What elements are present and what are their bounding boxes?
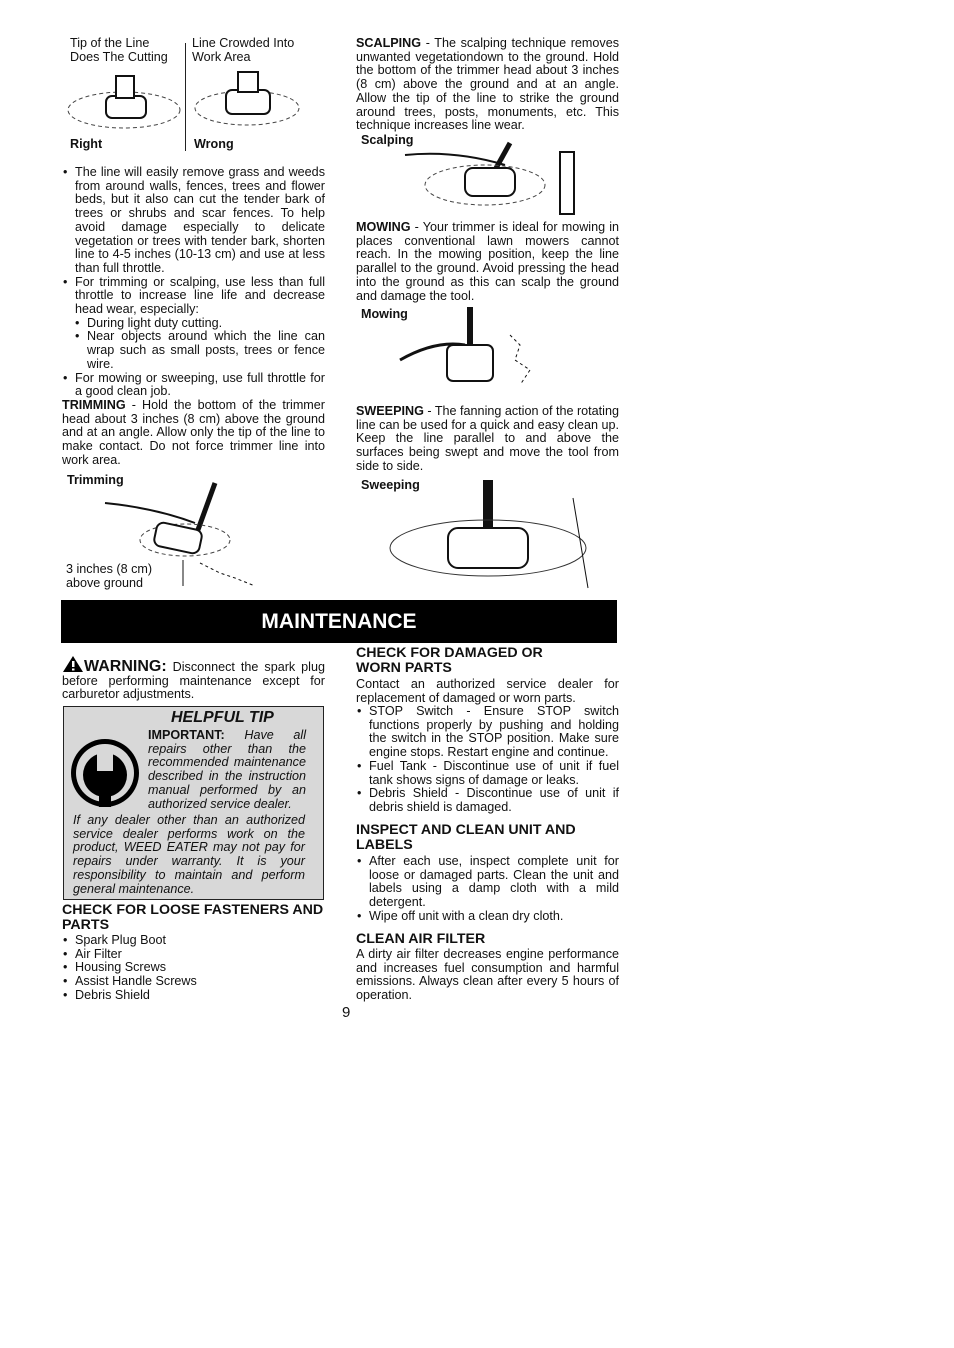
- list-item: • Fuel Tank - Discontinue use of unit if fuel tank shows signs of damage or leaks.: [356, 760, 619, 787]
- sub-bullet: • During light duty cutting.: [62, 317, 325, 331]
- mowing-paragraph: MOWING - Your trimmer is ideal for mowing in places conventional lawn mowers cannot reach. In the mowing position, keep the line parallel to the ground. Avoid pressing the head into the ground as this can scalp the ground and damage the tool.: [356, 220, 619, 303]
- wrong-caption: Line Crowded Into Work Area: [192, 36, 295, 64]
- divider: [185, 43, 186, 151]
- sub-bullet: • Near objects around which the line can wrap such as small posts, trees or fence wire.: [62, 330, 325, 371]
- scalping-illustration: [395, 140, 595, 218]
- scalping-paragraph: SCALPING - The scalping technique removes unwanted vegetationdown to the ground. Hold the bottom of the trimmer head about 3 inches (8 cm) above the ground and at an angle. Allow the tip of the line to strike the ground around trees, posts, monuments, etc. This technique increases line wear.: [356, 36, 619, 133]
- page-number: 9: [342, 1004, 351, 1021]
- bullet: • The line will easily remove grass and weeds from around walls, fences, trees and flower beds, but it also can cut the tender bark of trees or shrubs and scar fences. To help avoid damage especially to delicate vegetation or trees with tender bark, shorten line to 4-5 inches (10-13 cm) and use at less than full throttle.: [62, 166, 325, 276]
- list-item: • Spark Plug Boot: [62, 934, 325, 948]
- mowing-illustration: [395, 305, 555, 405]
- list-item: • Assist Handle Screws: [62, 975, 325, 989]
- wrong-technique-illustration: [192, 68, 312, 143]
- warning-paragraph: WARNING: Disconnect the spark plug before performing maintenance except for carburetor adjustments.: [62, 655, 325, 702]
- bullet: • For mowing or sweeping, use full throttle for a good clean job.: [62, 372, 325, 399]
- mowing-caption: Mowing: [361, 307, 408, 321]
- warning-icon: [62, 655, 84, 673]
- bullet: • For trimming or scalping, use less than full throttle to increase line life and decrease head wear, especially:: [62, 276, 325, 317]
- right-label: Right: [70, 137, 103, 151]
- sweeping-caption: Sweeping: [361, 478, 420, 492]
- list-item: • Air Filter: [62, 948, 325, 962]
- inspect-heading: INSPECT AND CLEAN UNIT AND LABELS: [356, 822, 576, 853]
- damaged-list: [356, 705, 619, 815]
- sweeping-paragraph: SWEEPING - The fanning action of the rotating line can be used for a quick and easy clean up. Keep the line parallel to and above the surfaces being swept and move the tool from side to side.: [356, 404, 619, 473]
- wrong-label: Wrong: [194, 137, 234, 151]
- air-filter-heading: CLEAN AIR FILTER: [356, 931, 486, 947]
- scalping-caption: Scalping: [361, 133, 414, 147]
- list-item: • After each use, inspect complete unit for loose or damaged parts. Clean the unit and labels using a damp cloth with a mild detergent.: [356, 855, 619, 910]
- list-item: • Debris Shield: [62, 989, 325, 1003]
- sweeping-illustration: [388, 478, 590, 590]
- maintenance-banner: MAINTENANCE: [61, 600, 617, 643]
- tip-important: IMPORTANT: Have all repairs other than the recommended maintenance described in the instruction manual performed by an authorized service dealer.: [148, 728, 306, 811]
- trimming-caption: Trimming: [67, 473, 124, 487]
- right-technique-illustration: [64, 68, 184, 143]
- list-item: • Debris Shield - Discontinue use of unit if debris shield is damaged.: [356, 787, 619, 814]
- loose-heading: CHECK FOR LOOSE FASTENERS AND PARTS: [62, 902, 324, 933]
- tip-warranty-text: If any dealer other than an authorized service dealer performs work on the product, WEED EATER may not pay for repairs under warranty. It is your responsibility to maintain and perform general maintenance.: [73, 813, 305, 896]
- loose-parts-list: [62, 934, 325, 1003]
- inspect-list: [356, 855, 619, 924]
- air-filter-text: A dirty air filter decreases engine performance and increases fuel consumption and harmful emissions. Always clean after every 5 hours of operation.: [356, 947, 619, 1003]
- helpful-tip-box: [63, 706, 324, 900]
- list-item: • Housing Screws: [62, 961, 325, 975]
- damaged-heading: CHECK FOR DAMAGED OR WORN PARTS: [356, 645, 543, 676]
- usage-bullets: [62, 166, 325, 467]
- trimming-height-note: 3 inches (8 cm) above ground: [66, 562, 153, 590]
- tip-title: HELPFUL TIP: [171, 709, 274, 726]
- list-item: • Wipe off unit with a clean dry cloth.: [356, 910, 619, 924]
- wrench-icon: [69, 737, 141, 809]
- right-caption: Tip of the Line Does The Cutting: [70, 36, 168, 64]
- trimming-paragraph: TRIMMING - Hold the bottom of the trimmer head about 3 inches (8 cm) above the ground and at an angle. Allow only the tip of the line to make contact. Do not force trimmer line into work area.: [62, 397, 325, 467]
- damaged-intro: Contact an authorized service dealer for replacement of damaged or worn parts.: [356, 677, 619, 705]
- list-item: • STOP Switch - Ensure STOP switch functions properly by pushing and holding the switch in the STOP position. Make sure engine stops. Restart engine and continue.: [356, 705, 619, 760]
